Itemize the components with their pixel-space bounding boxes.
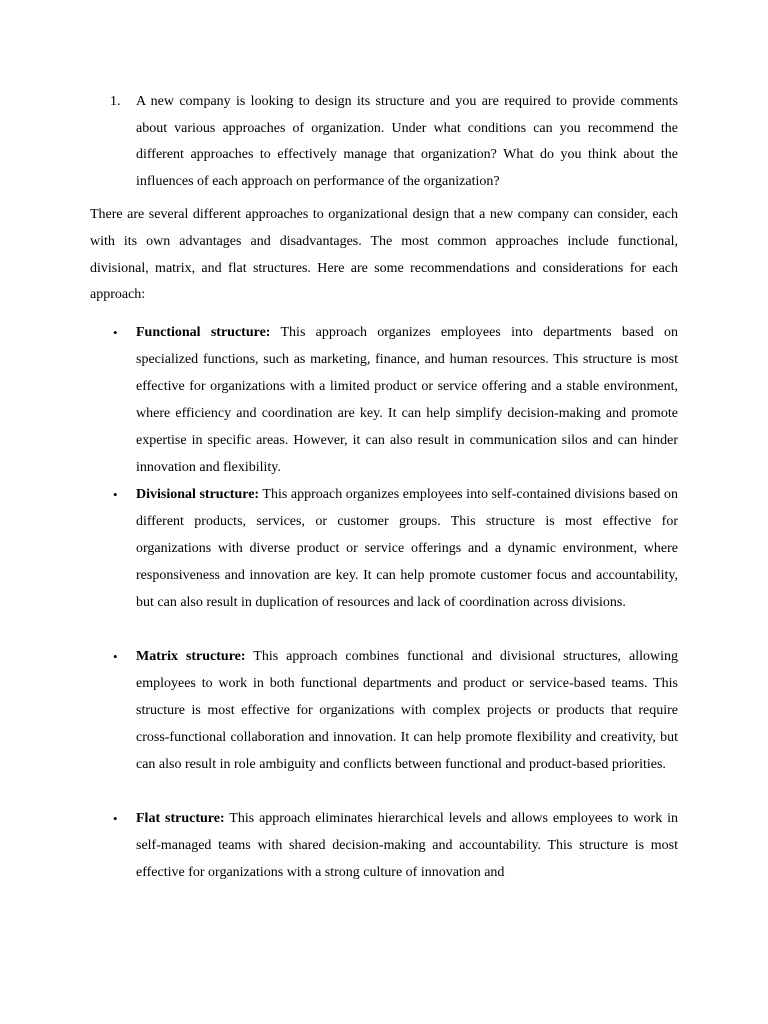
list-item-text: This approach combines functional and divisional structures, allowing employees to work in both functional departments and product or service-based teams. This structure is most effective for organizations with complex projects or products that require cross-functional collaboration and innovation. It can help promote flexibility and creativity, but can also result in role ambiguity and conflicts between functional and product-based priorities. — [136, 649, 679, 772]
list-item-title: Divisional structure: — [136, 487, 260, 502]
list-item-functional — [110, 319, 678, 481]
question-text: A new company is looking to design its structure and you are required to provide comments about various approaches of organization. Under what conditions can you recommend the different approaches to effectively manage that organization? What do you think about the influences of each approach on performance of the organization? — [136, 94, 678, 190]
bullet-icon: • — [113, 487, 118, 502]
list-item-text: This approach eliminates hierarchical levels and allows employees to work in self-managed teams with shared decision-making and accountability. This structure is most effective for organizations with a strong culture of innovation and — [136, 811, 678, 880]
question-number: 1. — [110, 94, 121, 109]
list-item-title: Matrix structure: — [136, 649, 246, 664]
bullet-icon: • — [113, 811, 118, 826]
list-item-matrix — [110, 643, 678, 778]
list-item-body — [136, 805, 678, 886]
list-item-divisional — [110, 481, 678, 616]
list-item-body — [136, 481, 678, 616]
list-item-text: This approach organizes employees into self-contained divisions based on different products, services, or customer groups. This structure is most effective for organizations with diverse product or service offerings and a dynamic environment, where responsiveness and innovation are key. It can help promote customer focus and accountability, but can also result in duplication of resources and lack of coordination across divisions. — [136, 487, 679, 610]
question-item — [110, 89, 678, 196]
list-item-body — [136, 643, 678, 778]
list-item-title: Flat structure: — [136, 811, 225, 826]
list-item-body — [136, 319, 678, 481]
list-item-title: Functional structure: — [136, 325, 271, 340]
list-item-flat — [110, 805, 678, 886]
bullet-icon: • — [113, 325, 118, 340]
intro-paragraph: There are several different approaches to organizational design that a new company can consider, each with its own advantages and disadvantages. The most common approaches include functional, divisional, matrix, and flat structures. Here are some recommendations and considerations for each approach: — [90, 207, 678, 303]
bullet-icon: • — [113, 649, 118, 664]
list-item-text: This approach organizes employees into departments based on specialized functions, such as marketing, finance, and human resources. This structure is most effective for organizations with a limited product or service offering and a stable environment, where efficiency and coordination are key. It can help simplify decision-making and promote expertise in specific areas. However, it can also result in communication silos and can hinder innovation and flexibility. — [136, 325, 678, 475]
